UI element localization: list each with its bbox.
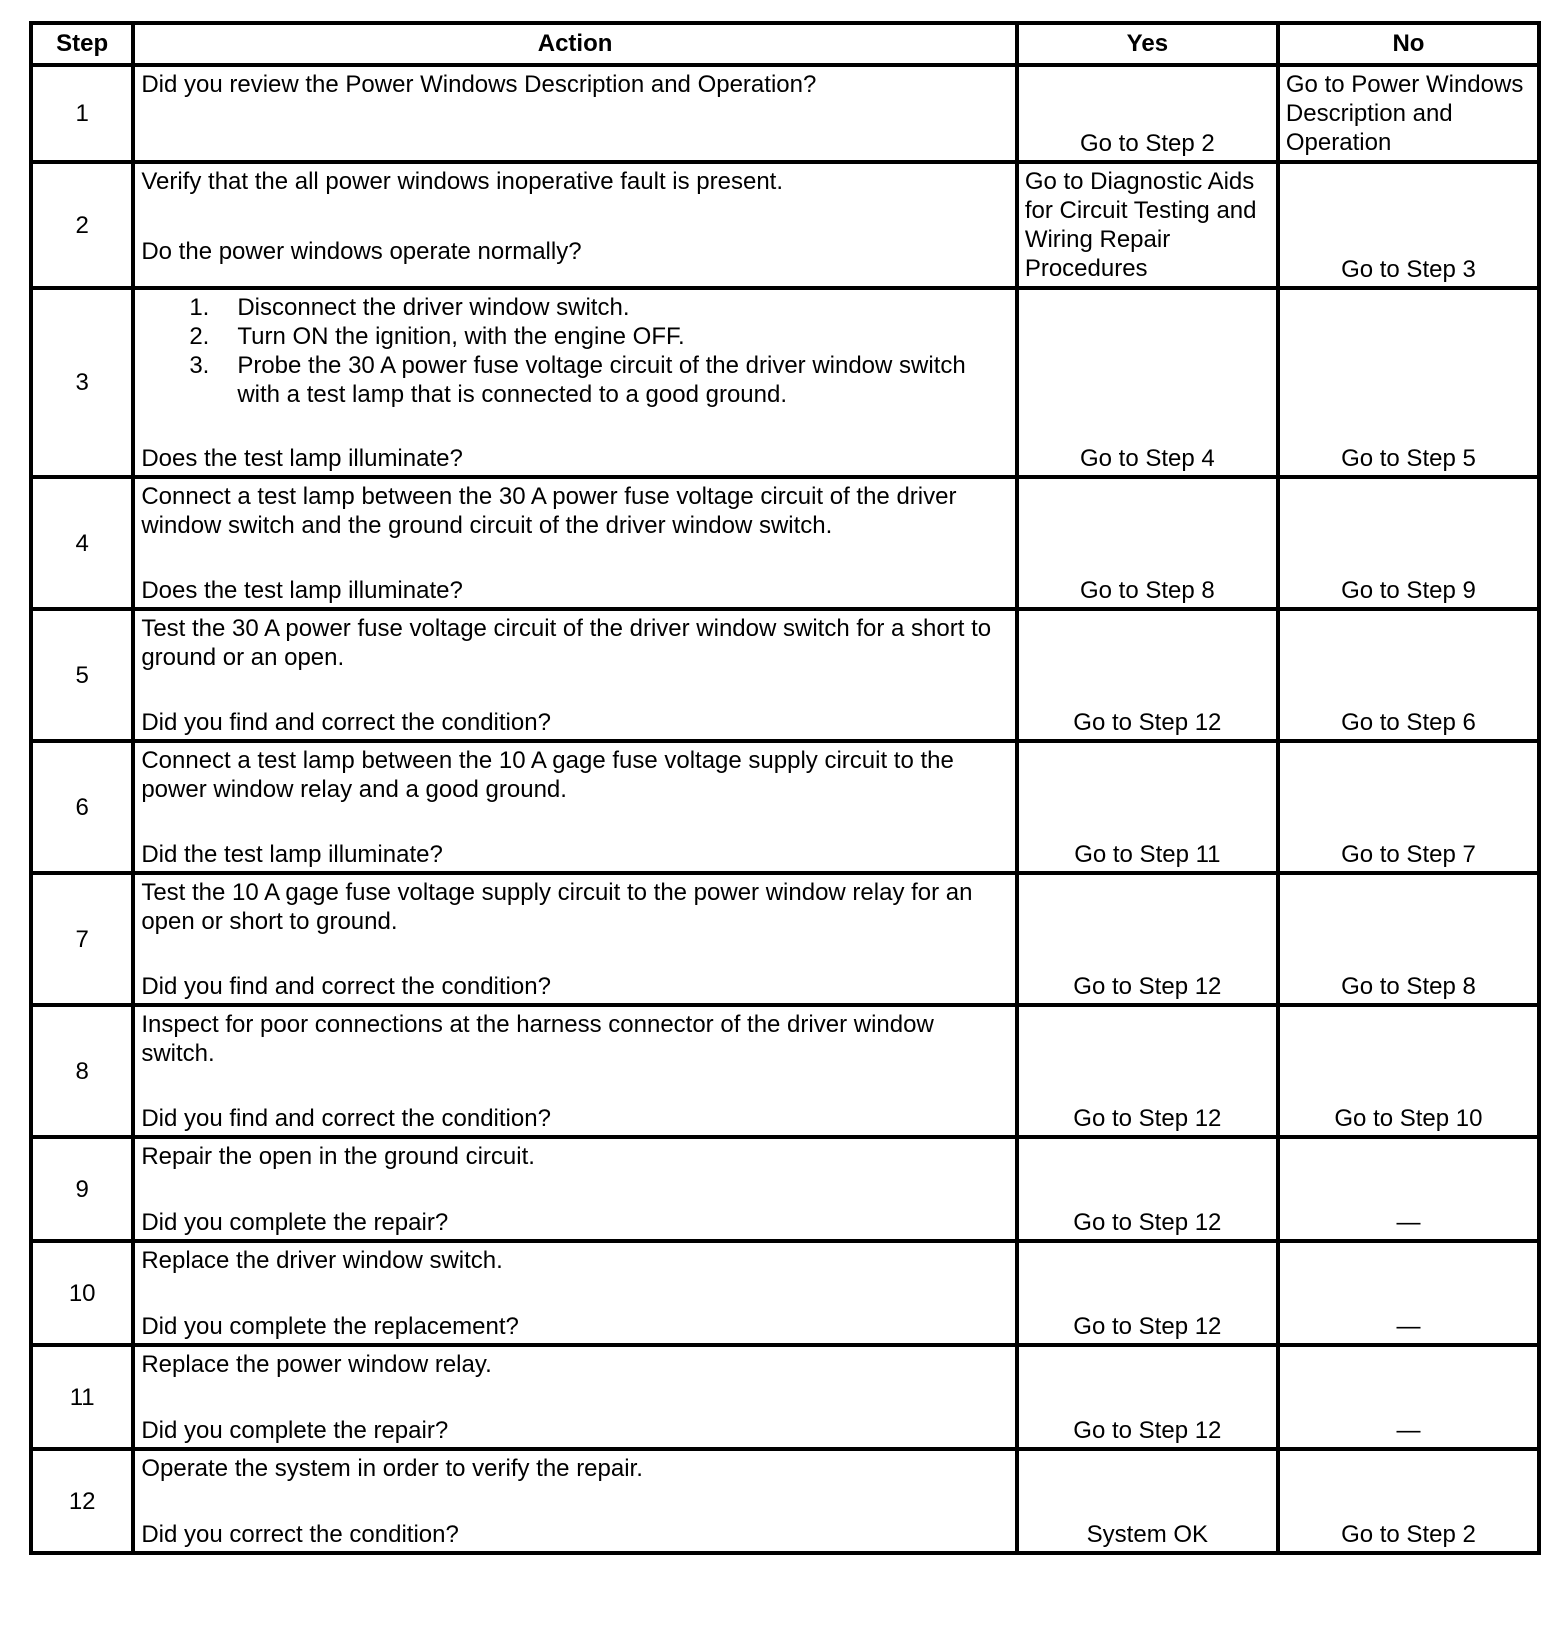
yes-text: Go to Step 12 [1073, 1209, 1222, 1236]
action-text: Operate the system in order to verify the repair. [141, 1455, 643, 1482]
yes-cell [1017, 741, 1278, 873]
no-cell [1278, 873, 1539, 1005]
question-text: Does the test lamp illuminate? [141, 445, 463, 472]
question-text: Did you complete the replacement? [141, 1313, 519, 1340]
table-row [31, 1241, 1539, 1345]
no-text: Go to Step 7 [1341, 841, 1476, 868]
yes-cell [1017, 1449, 1278, 1553]
action-cell [133, 741, 1016, 873]
no-cell [1278, 609, 1539, 741]
no-text: — [1396, 1313, 1421, 1340]
table-row [31, 1137, 1539, 1241]
yes-cell [1017, 1005, 1278, 1137]
header-action: Action [133, 23, 1016, 65]
yes-text: Go to Step 11 [1074, 841, 1221, 868]
diagnostic-table [29, 21, 1541, 1555]
step-number: 10 [31, 1241, 133, 1345]
table-row [31, 609, 1539, 741]
no-cell [1278, 1345, 1539, 1449]
table-row [31, 741, 1539, 873]
no-text: Go to Step 3 [1341, 256, 1476, 283]
table-row [31, 1449, 1539, 1553]
header-step: Step [31, 23, 133, 65]
list-text: Turn ON the ignition, with the engine OFF. [237, 323, 685, 350]
no-cell [1278, 288, 1539, 477]
action-text: Test the 10 A gage fuse voltage supply circuit to the power window relay for an open or short to ground. [141, 879, 973, 935]
step-number: 6 [31, 741, 133, 873]
procedure-list [141, 293, 1008, 409]
question-text: Did you correct the condition? [141, 1521, 459, 1548]
action-text: Inspect for poor connections at the harness connector of the driver window switch. [141, 1011, 934, 1067]
table-row [31, 477, 1539, 609]
table-row [31, 1005, 1539, 1137]
no-text: Go to Step 5 [1341, 445, 1476, 472]
question-text: Did you find and correct the condition? [141, 973, 551, 1000]
table-row [31, 873, 1539, 1005]
list-number: 3. [189, 352, 210, 379]
step-number: 4 [31, 477, 133, 609]
list-number: 1. [189, 294, 210, 321]
action-text: Did you review the Power Windows Description and Operation? [141, 71, 817, 98]
no-cell [1278, 1449, 1539, 1553]
action-cell [133, 162, 1016, 288]
list-item [189, 351, 1008, 409]
action-cell [133, 1345, 1016, 1449]
no-cell [1278, 741, 1539, 873]
action-cell [133, 609, 1016, 741]
question-text: Does the test lamp illuminate? [141, 577, 463, 604]
step-number: 9 [31, 1137, 133, 1241]
action-cell [133, 1005, 1016, 1137]
no-text: — [1396, 1209, 1421, 1236]
step-number: 3 [31, 288, 133, 477]
yes-text: Go to Step 12 [1073, 1313, 1222, 1340]
question-text: Do the power windows operate normally? [141, 238, 582, 265]
list-number: 2. [189, 323, 210, 350]
list-text: Probe the 30 A power fuse voltage circuit of the driver window switch with a test lamp that is connected to a good ground. [237, 352, 966, 408]
no-text: Go to Step 8 [1341, 973, 1476, 1000]
step-number: 11 [31, 1345, 133, 1449]
yes-text: Go to Step 2 [1079, 130, 1215, 157]
question-text: Did you find and correct the condition? [141, 1105, 551, 1132]
yes-text: Go to Step 12 [1073, 1105, 1222, 1132]
yes-cell [1017, 65, 1278, 162]
action-cell [133, 1241, 1016, 1345]
table-row [31, 288, 1539, 477]
yes-cell [1017, 873, 1278, 1005]
list-text: Disconnect the driver window switch. [237, 294, 630, 321]
no-cell [1278, 162, 1539, 288]
yes-text: Go to Step 12 [1073, 709, 1222, 736]
list-item [189, 293, 1008, 322]
yes-text: Go to Step 12 [1073, 973, 1222, 1000]
table-row [31, 65, 1539, 162]
yes-cell [1017, 1345, 1278, 1449]
action-text: Test the 30 A power fuse voltage circuit of the driver window switch for a short to ground or an open. [141, 615, 992, 671]
action-cell [133, 1137, 1016, 1241]
yes-cell [1017, 1137, 1278, 1241]
table-row [31, 1345, 1539, 1449]
action-text: Replace the driver window switch. [141, 1247, 503, 1274]
action-text: Verify that the all power windows inoperative fault is present. [141, 168, 783, 195]
no-text: Go to Step 9 [1341, 577, 1476, 604]
no-text: — [1396, 1417, 1421, 1444]
header-row [31, 23, 1539, 65]
question-text: Did you find and correct the condition? [141, 709, 551, 736]
question-text: Did the test lamp illuminate? [141, 841, 443, 868]
action-cell [133, 65, 1016, 162]
action-text: Connect a test lamp between the 10 A gage fuse voltage supply circuit to the power window relay and a good ground. [141, 747, 954, 803]
question-text: Did you complete the repair? [141, 1417, 449, 1444]
yes-cell [1017, 288, 1278, 477]
action-cell [133, 477, 1016, 609]
step-number: 8 [31, 1005, 133, 1137]
step-number: 5 [31, 609, 133, 741]
no-cell [1278, 1005, 1539, 1137]
step-number: 2 [31, 162, 133, 288]
yes-cell [1017, 1241, 1278, 1345]
list-item [189, 322, 1008, 351]
yes-cell [1017, 609, 1278, 741]
action-cell [133, 1449, 1016, 1553]
yes-text: Go to Diagnostic Aids for Circuit Testing and Wiring Repair Procedures [1024, 168, 1257, 282]
yes-text: Go to Step 8 [1079, 577, 1215, 604]
action-text: Connect a test lamp between the 30 A power fuse voltage circuit of the driver window switch and the ground circuit of the driver window switch. [141, 483, 957, 539]
no-cell [1278, 1241, 1539, 1345]
yes-cell [1017, 477, 1278, 609]
table-row [31, 162, 1539, 288]
no-text: Go to Step 2 [1341, 1521, 1476, 1548]
header-yes: Yes [1017, 23, 1278, 65]
action-text: Repair the open in the ground circuit. [141, 1143, 535, 1170]
no-text: Go to Power Windows Description and Operation [1285, 71, 1524, 156]
no-text: Go to Step 10 [1334, 1105, 1483, 1132]
question-text: Did you complete the repair? [141, 1209, 449, 1236]
action-cell [133, 288, 1016, 477]
yes-text: Go to Step 12 [1073, 1417, 1222, 1444]
no-cell [1278, 65, 1539, 162]
step-number: 1 [31, 65, 133, 162]
step-number: 7 [31, 873, 133, 1005]
header-no: No [1278, 23, 1539, 65]
no-cell [1278, 1137, 1539, 1241]
yes-cell [1017, 162, 1278, 288]
action-text: Replace the power window relay. [141, 1351, 492, 1378]
no-text: Go to Step 6 [1341, 709, 1476, 736]
yes-text: System OK [1086, 1521, 1209, 1548]
step-number: 12 [31, 1449, 133, 1553]
no-cell [1278, 477, 1539, 609]
yes-text: Go to Step 4 [1079, 445, 1215, 472]
action-cell [133, 873, 1016, 1005]
